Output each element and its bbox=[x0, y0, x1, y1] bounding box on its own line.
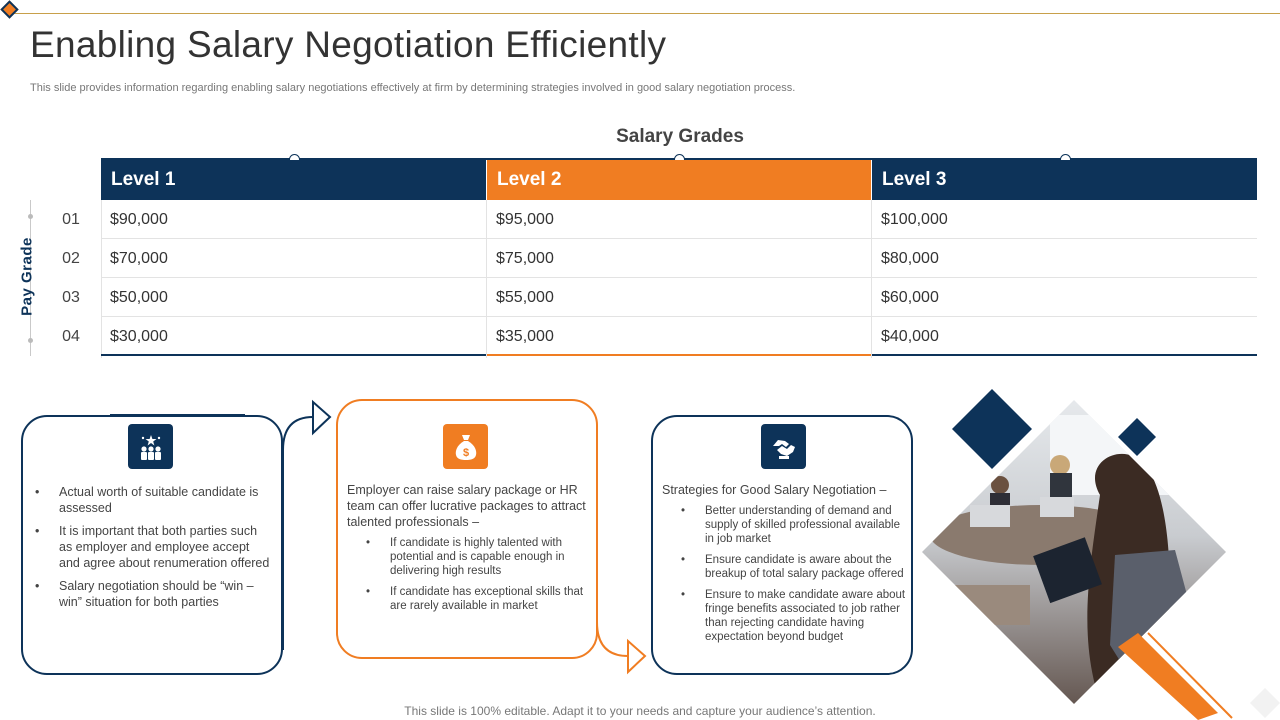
top-rule bbox=[12, 13, 1280, 14]
table-cell: $90,000 bbox=[101, 200, 486, 239]
grade-number: 02 bbox=[62, 250, 80, 267]
table-cell: $60,000 bbox=[872, 278, 1257, 317]
grade-number: 03 bbox=[62, 289, 80, 306]
people-stars-icon bbox=[128, 424, 173, 469]
list-item: • Ensure to make candidate aware about fringe benefits associated to job rather than rejecting candidate having expectation beyond budget bbox=[681, 588, 906, 644]
list-item: • Better understanding of demand and supply of skilled professional available in job market bbox=[681, 504, 906, 546]
money-bag-icon bbox=[443, 424, 488, 469]
column-header-level-2: Level 2 bbox=[487, 160, 871, 200]
grade-number: 04 bbox=[62, 328, 80, 345]
footer-note: This slide is 100% editable. Adapt it to your needs and capture your audience’s attention. bbox=[404, 704, 876, 718]
box-1-content bbox=[35, 484, 271, 617]
table-cell: $100,000 bbox=[872, 200, 1257, 239]
box-2-intro: Employer can raise salary package or HR team can offer lucrative packages to attract talented professionals – bbox=[347, 483, 586, 529]
table-cell: $75,000 bbox=[487, 239, 871, 278]
page-subtitle: This slide provides information regarding enabling salary negotiations effectively at firm by determining strategies involved in good salary negotiation process. bbox=[30, 82, 796, 94]
list-item: • If candidate has exceptional skills that are rarely available in market bbox=[366, 585, 589, 613]
box-2-content bbox=[347, 482, 589, 620]
axis-dot bbox=[28, 338, 33, 343]
salary-grades-title: Salary Grades bbox=[616, 126, 744, 147]
level-2-column bbox=[487, 200, 871, 356]
list-item: • Ensure candidate is aware about the breakup of total salary package offered bbox=[681, 553, 906, 581]
table-cell: $50,000 bbox=[101, 278, 486, 317]
column-header-level-1: Level 1 bbox=[101, 160, 486, 200]
box-3-content bbox=[662, 482, 906, 651]
table-cell: $80,000 bbox=[872, 239, 1257, 278]
table-cell: $35,000 bbox=[487, 317, 871, 356]
list-item: • If candidate is highly talented with potential and is capable enough in delivering high results bbox=[366, 536, 589, 578]
page-title: Enabling Salary Negotiation Efficiently bbox=[30, 24, 667, 65]
table-cell: $55,000 bbox=[487, 278, 871, 317]
table-cell: $40,000 bbox=[872, 317, 1257, 356]
svg-text:$: $ bbox=[462, 446, 469, 459]
grade-column bbox=[46, 200, 96, 356]
list-item: • It is important that both parties such as employer and employee accept and agree about renumeration offered bbox=[35, 523, 271, 571]
table-cell: $95,000 bbox=[487, 200, 871, 239]
list-item: • Actual worth of suitable candidate is assessed bbox=[35, 484, 271, 516]
level-3-column bbox=[872, 200, 1257, 356]
axis-dot bbox=[28, 214, 33, 219]
column-header-level-3: Level 3 bbox=[872, 160, 1257, 200]
pay-grade-label: Pay Grade bbox=[18, 237, 36, 316]
list-item: • Salary negotiation should be “win – win” situation for both parties bbox=[35, 578, 271, 610]
table-cell: $70,000 bbox=[101, 239, 486, 278]
table-cell: $30,000 bbox=[101, 317, 486, 356]
grade-number: 01 bbox=[62, 211, 80, 228]
office-meeting-photo bbox=[920, 385, 1280, 720]
handshake-icon bbox=[761, 424, 806, 469]
corner-diamond bbox=[0, 0, 18, 18]
level-1-column bbox=[101, 200, 486, 356]
salary-table-body bbox=[101, 200, 1257, 358]
box-3-intro: Strategies for Good Salary Negotiation – bbox=[662, 483, 887, 497]
